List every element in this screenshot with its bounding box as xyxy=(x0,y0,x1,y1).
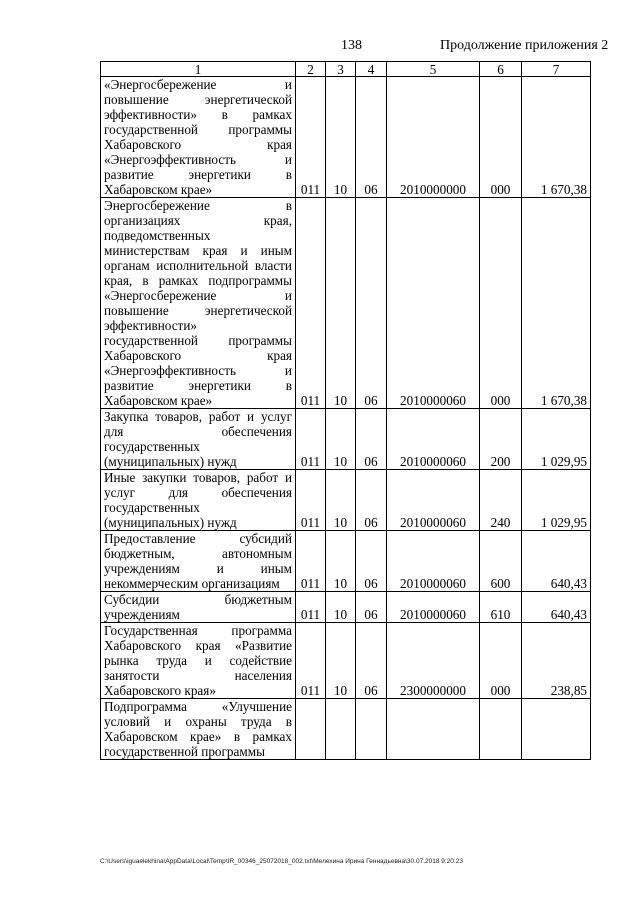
row-name: «Энергосбережение и повышение энергетической эффективности» в рамках государственной программы Хабаровского края «Энергоэффективность и развитие энергетики в Хабаровском крае» xyxy=(101,77,296,198)
row-name: Субсидии бюджетным учреждениям xyxy=(101,592,296,623)
amount: 640,43 xyxy=(522,592,591,623)
row-name: Государственная программа Хабаровского края «Развитие рынка труда и содействие занятости населения Хабаровского края» xyxy=(101,623,296,699)
amount: 1 670,38 xyxy=(522,198,591,409)
amount: 640,43 xyxy=(522,531,591,592)
subsection-code: 06 xyxy=(356,198,387,409)
table-row xyxy=(101,623,591,699)
section-code: 10 xyxy=(326,198,356,409)
column-header: 4 xyxy=(356,62,387,77)
budget-table xyxy=(100,61,591,760)
ministry-code: 011 xyxy=(296,198,326,409)
row-name: Энергосбережение в организациях края, подведомственных министерствам края и иным органам исполнительной власти края, в рамках подпрограммы «Энергосбережение и повышение энергетической эффективности» государственной программы Хабаровского края «Энергоэффективность и развитие энергетики в Хабаровском крае» xyxy=(101,198,296,409)
amount: 1 670,38 xyxy=(522,77,591,198)
expense-type-code: 000 xyxy=(480,77,522,198)
section-code: 10 xyxy=(326,623,356,699)
column-header: 6 xyxy=(480,62,522,77)
amount: 238,85 xyxy=(522,623,591,699)
table-row xyxy=(101,198,591,409)
subsection-code: 06 xyxy=(356,531,387,592)
row-name: Подпрограмма «Улучшение условий и охраны труда в Хабаровском крае» в рамках государственной программы xyxy=(101,699,296,760)
column-header: 2 xyxy=(296,62,326,77)
target-article-code: 2010000060 xyxy=(387,592,480,623)
table-row xyxy=(101,470,591,531)
ministry-code: 011 xyxy=(296,77,326,198)
target-article-code: 2010000000 xyxy=(387,77,480,198)
page-number: 138 xyxy=(341,38,362,53)
subsection-code: 06 xyxy=(356,592,387,623)
column-header: 7 xyxy=(522,62,591,77)
expense-type-code: 000 xyxy=(480,198,522,409)
table-row xyxy=(101,77,591,198)
column-header: 3 xyxy=(326,62,356,77)
ministry-code: 011 xyxy=(296,409,326,470)
target-article-code xyxy=(387,699,480,760)
subsection-code: 06 xyxy=(356,409,387,470)
subsection-code: 06 xyxy=(356,77,387,198)
target-article-code: 2300000000 xyxy=(387,623,480,699)
column-header: 1 xyxy=(101,62,296,77)
row-name: Иные закупки товаров, работ и услуг для обеспечения государственных (муниципальных) нужд xyxy=(101,470,296,531)
section-code: 10 xyxy=(326,470,356,531)
section-code xyxy=(326,699,356,760)
expense-type-code: 240 xyxy=(480,470,522,531)
section-code: 10 xyxy=(326,531,356,592)
continuation-label: Продолжение приложения 2 xyxy=(440,38,609,53)
expense-type-code: 200 xyxy=(480,409,522,470)
table-header-row xyxy=(101,62,591,77)
subsection-code: 06 xyxy=(356,623,387,699)
table-row xyxy=(101,531,591,592)
row-name: Предоставление субсидий бюджетным, автономным учреждениям и иным некоммерческим организациям xyxy=(101,531,296,592)
target-article-code: 2010000060 xyxy=(387,198,480,409)
section-code: 10 xyxy=(326,77,356,198)
file-path-footer: C:\Users\iguaelekhina\AppData\Local\Temp\IR_00346_25072018_002.txt\Мелехина Ирина Геннадьевна\30.07.2018 9:20:23 xyxy=(100,858,463,865)
ministry-code: 011 xyxy=(296,470,326,531)
section-code: 10 xyxy=(326,409,356,470)
subsection-code xyxy=(356,699,387,760)
ministry-code: 011 xyxy=(296,623,326,699)
table-row xyxy=(101,592,591,623)
amount xyxy=(522,699,591,760)
column-header: 5 xyxy=(387,62,480,77)
ministry-code: 011 xyxy=(296,531,326,592)
amount: 1 029,95 xyxy=(522,470,591,531)
section-code: 10 xyxy=(326,592,356,623)
target-article-code: 2010000060 xyxy=(387,531,480,592)
target-article-code: 2010000060 xyxy=(387,409,480,470)
table-row xyxy=(101,409,591,470)
expense-type-code: 000 xyxy=(480,623,522,699)
expense-type-code: 600 xyxy=(480,531,522,592)
expense-type-code xyxy=(480,699,522,760)
target-article-code: 2010000060 xyxy=(387,470,480,531)
ministry-code: 011 xyxy=(296,592,326,623)
subsection-code: 06 xyxy=(356,470,387,531)
expense-type-code: 610 xyxy=(480,592,522,623)
row-name: Закупка товаров, работ и услуг для обеспечения государственных (муниципальных) нужд xyxy=(101,409,296,470)
amount: 1 029,95 xyxy=(522,409,591,470)
ministry-code xyxy=(296,699,326,760)
table-row xyxy=(101,699,591,760)
